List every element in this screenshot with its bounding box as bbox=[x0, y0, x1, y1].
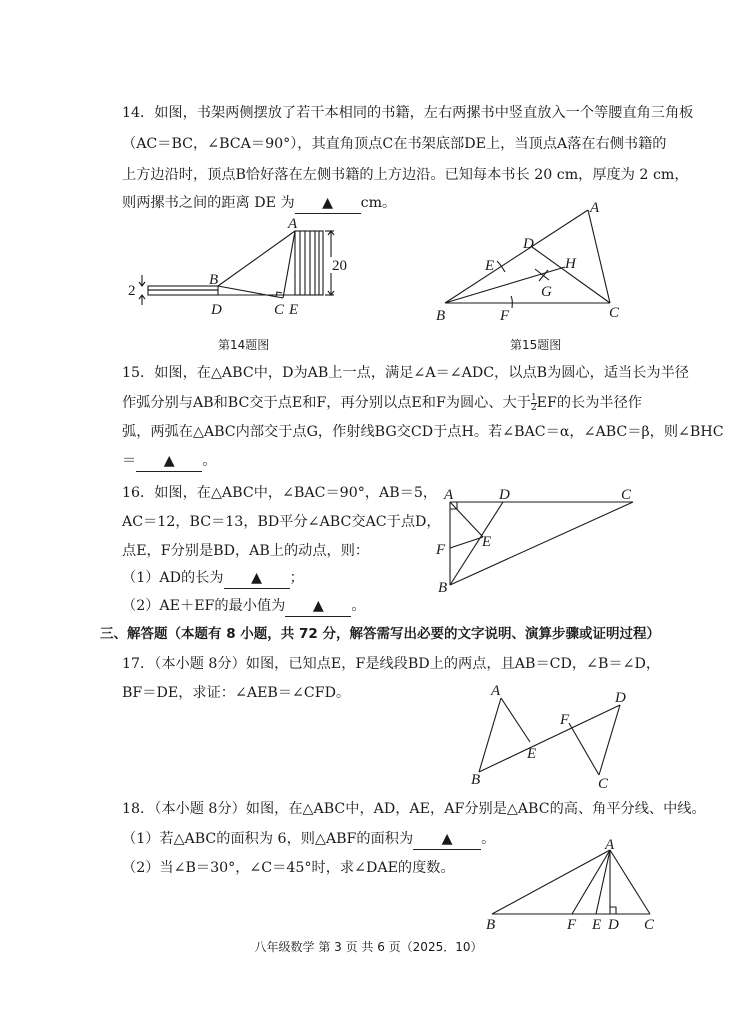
fig16-label-e: E bbox=[482, 534, 492, 550]
fig15-label-h: H bbox=[565, 256, 576, 272]
q15-fraction: $\frac{1}{2}$ bbox=[530, 392, 537, 413]
q15-line-3: 弧，两弧在△ABC内部交于点G，作射线BG交CD于点H。若∠BAC＝α，∠ABC＝β，则∠BHC bbox=[122, 424, 724, 440]
q14-line-3: 上方边沿时，顶点B恰好落在左侧书籍的上方边沿。已知每本书长 20 cm，厚度为 2 cm， bbox=[122, 167, 689, 183]
fig15-label-g: G bbox=[541, 284, 552, 300]
figure-17 bbox=[465, 680, 635, 790]
fig17-label-e: E bbox=[527, 746, 537, 762]
fig18-label-f: F bbox=[567, 917, 577, 933]
q15-answer-blank[interactable]: ▲ bbox=[136, 451, 202, 472]
q14-prompt: 则两摞书之间的距离 DE 为 bbox=[122, 195, 295, 211]
q18-part-2: （2）当∠B＝30°，∠C＝45°时，求∠DAE的度数。 bbox=[122, 860, 455, 876]
fig15-label-f: F bbox=[500, 308, 510, 324]
q15-line-4: ＝ ▲ 。 bbox=[122, 451, 216, 472]
q18-part-1: （1）若△ABC的面积为 6，则△ABF的面积为 ▲ 。 bbox=[122, 829, 495, 850]
fig18-label-d: D bbox=[608, 917, 619, 933]
fig14-label-b: B bbox=[209, 272, 219, 288]
fig17-label-d: D bbox=[615, 690, 626, 706]
q16-line-1: 16．如图，在△ABC中，∠BAC＝90°，AB＝5， bbox=[122, 485, 438, 501]
q17-line-2: BF＝DE，求证：∠AEB＝∠CFD。 bbox=[122, 685, 351, 701]
fig15-label-c: C bbox=[609, 305, 620, 321]
fig18-label-b: B bbox=[486, 917, 496, 933]
fig17-label-c: C bbox=[598, 776, 609, 792]
fig16-label-b: B bbox=[438, 580, 448, 596]
fig14-label-d: D bbox=[211, 302, 222, 318]
page-footer: 八年级数学 第 3 页 共 6 页（2025．10） bbox=[254, 940, 483, 954]
q16-answer-blank-2[interactable]: ▲ bbox=[285, 596, 351, 617]
q16-part-1: （1）AD的长为 ▲ ； bbox=[122, 568, 304, 589]
section-3-heading: 三、解答题（本题有 8 小题，共 72 分，解答需写出必要的文字说明、演算步骤或证明过程） bbox=[100, 626, 660, 642]
figure-15 bbox=[435, 200, 635, 325]
q18-line-1: 18．（本小题 8分）如图，在△ABC中，AD，AE，AF分别是△ABC的高、角平分线、中线。 bbox=[122, 801, 706, 817]
fig18-label-e: E bbox=[592, 917, 602, 933]
q16-line-3: 点E，F分别是BD，AB上的动点，则： bbox=[122, 543, 370, 559]
fig16-label-a: A bbox=[444, 487, 454, 503]
figure-14 bbox=[120, 215, 350, 320]
fig15-label-a: A bbox=[590, 200, 600, 216]
q15-line-1: 15．如图，在△ABC中，D为AB上一点，满足∠A＝∠ADC，以点B为圆心，适当长为半径 bbox=[122, 365, 689, 381]
fig16-label-f: F bbox=[436, 542, 446, 558]
fig14-label-20: 20 bbox=[332, 258, 347, 274]
fig17-label-a: A bbox=[491, 683, 501, 699]
q16-answer-blank-1[interactable]: ▲ bbox=[224, 568, 290, 589]
fig14-label-e: E bbox=[289, 302, 299, 318]
fig15-label-d: D bbox=[523, 236, 534, 252]
q14-unit: cm。 bbox=[360, 195, 397, 211]
fig14-label-2: 2 bbox=[128, 283, 136, 299]
figure-15-caption: 第15题图 bbox=[510, 338, 562, 352]
figure-14-caption: 第14题图 bbox=[218, 338, 270, 352]
fig15-label-b: B bbox=[436, 308, 446, 324]
figure-18 bbox=[480, 838, 660, 933]
fig14-label-a: A bbox=[288, 216, 298, 232]
fig17-label-f: F bbox=[560, 712, 570, 728]
q18-answer-blank[interactable]: ▲ bbox=[413, 829, 481, 850]
fig15-label-e: E bbox=[485, 258, 495, 274]
fig16-label-c: C bbox=[621, 487, 632, 503]
fig16-label-d: D bbox=[499, 487, 510, 503]
q14-line-1: 14．如图，书架两侧摆放了若干本相同的书籍，左右两摞书中竖直放入一个等腰直角三角板 bbox=[122, 105, 694, 121]
q17-line-1: 17．（本小题 8分）如图，已知点E，F是线段BD上的两点，且AB＝CD，∠B＝∠D， bbox=[122, 656, 661, 672]
q16-part-2: （2）AE＋EF的最小值为 ▲ 。 bbox=[122, 596, 366, 617]
figure-16 bbox=[435, 488, 640, 598]
q14-line-4 bbox=[122, 193, 396, 214]
fig18-label-c: C bbox=[644, 917, 655, 933]
q15-line-2: 作弧分别与AB和BC交于点E和F，再分别以点E和F为圆心、大于 $\frac{1}{2}$ EF的长为半径作 bbox=[122, 392, 642, 413]
q14-line-2: （AC＝BC，∠BCA＝90°），其直角顶点C在书架底部DE上，当顶点A落在右侧书籍的 bbox=[122, 136, 667, 152]
q16-line-2: AC＝12，BC＝13，BD平分∠ABC交AC于点D， bbox=[122, 514, 441, 530]
fig14-label-c: C bbox=[274, 302, 285, 318]
fig17-label-b: B bbox=[471, 772, 481, 788]
fig18-label-a: A bbox=[605, 837, 615, 853]
q14-answer-blank[interactable]: ▲ bbox=[295, 193, 361, 214]
